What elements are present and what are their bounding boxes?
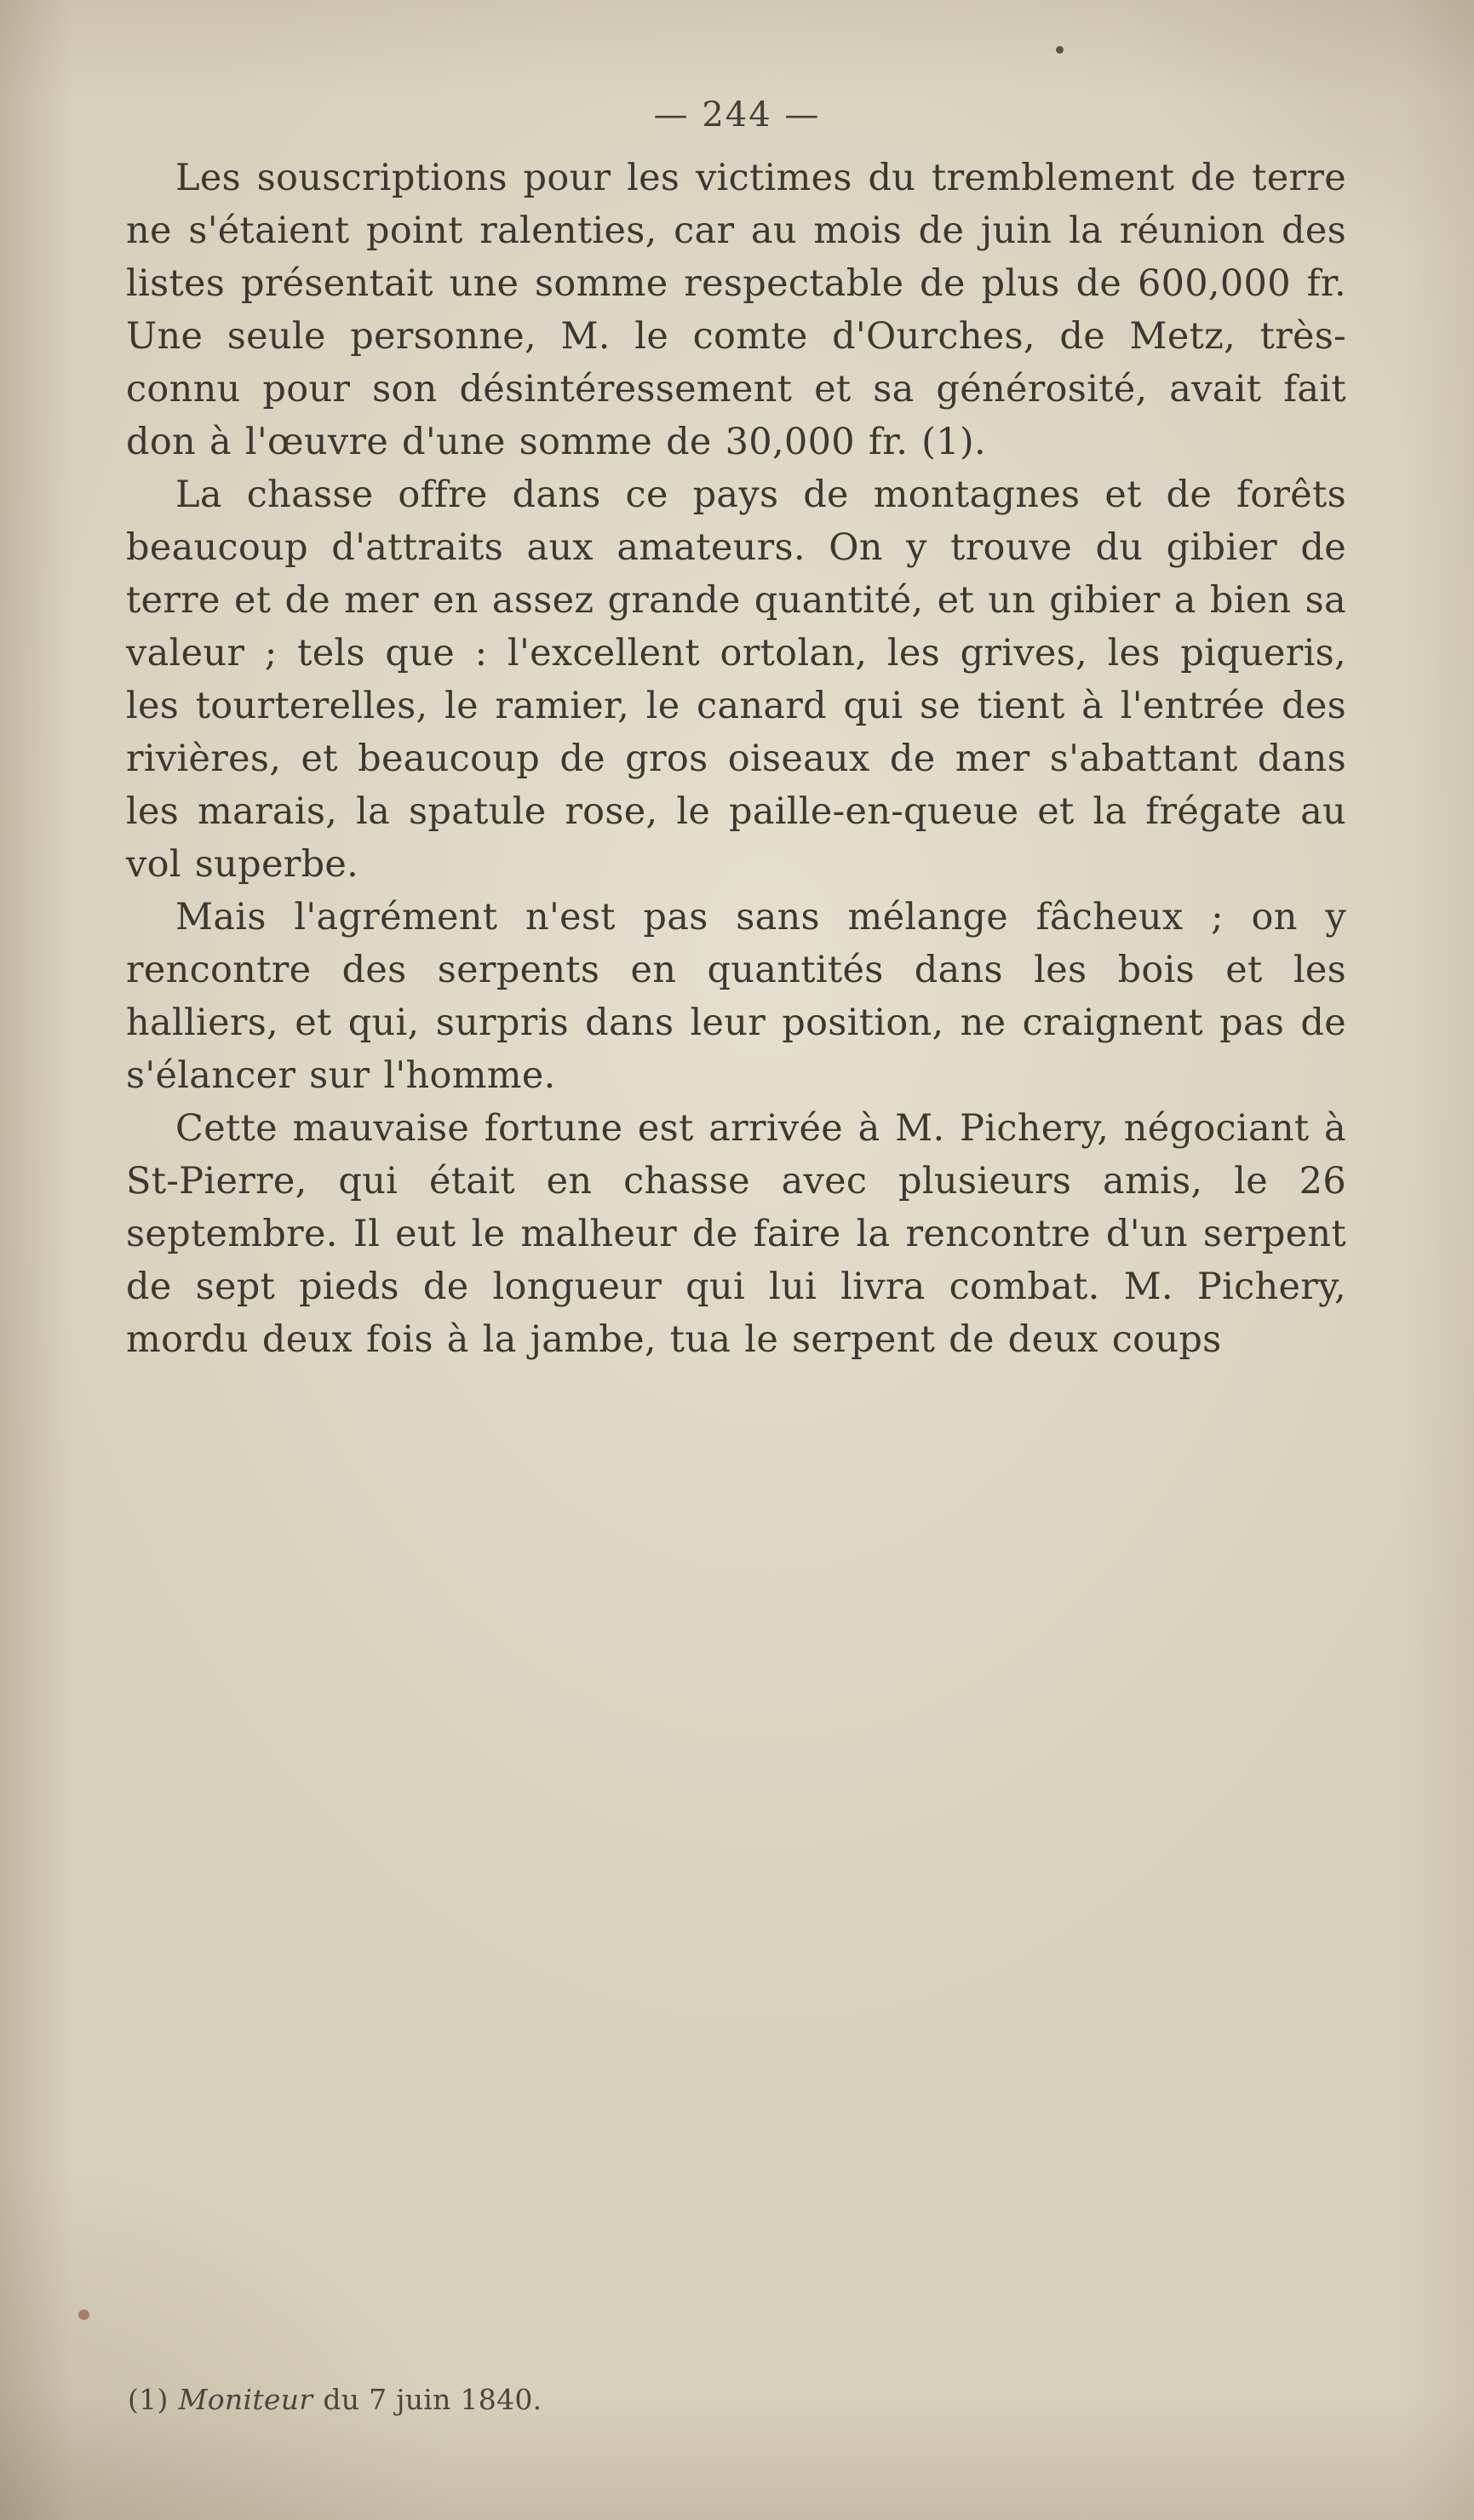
footnote (128, 2383, 542, 2416)
paragraph-subscriptions: Les souscriptions pour les victimes du tremblement de terre ne s'étaient point ralenties, car au mois de juin la réunion des listes présentait une somme respectable de plus de 600,000 fr. Une seule personne, M. le comte d'Ourches, de Metz, très-connu pour son désintéressement et sa générosité, avait fait don à l'œuvre d'une somme de 30,000 fr. (1). (126, 157, 1346, 463)
scan-speck (78, 2310, 89, 2320)
footnote-text: du 7 juin 1840. (323, 2383, 542, 2416)
text-block (126, 152, 1346, 1366)
paragraph-hunting: La chasse offre dans ce pays de montagnes et de forêts beaucoup d'attraits aux amateurs. On y trouve du gibier de terre et de mer en assez grande quantité, et un gibier a bien sa valeur ; tels que : l'excellent ortolan, les grives, les piqueris, les tourterelles, le ramier, le canard qui se tient à l'entrée des rivières, et beaucoup de gros oiseaux de mer s'abattant dans les marais, la spatule rose, le paille-en-queue et la frégate au vol superbe. (126, 474, 1346, 886)
scan-speck (1056, 46, 1064, 54)
paragraph-pichery: Cette mauvaise fortune est arrivée à M. Pichery, négociant à St-Pierre, qui était en chasse avec plusieurs amis, le 26 septembre. Il eut le malheur de faire la rencontre d'un serpent de sept pieds de longueur qui lui livra combat. M. Pichery, mordu deux fois à la jambe, tua le serpent de deux coups (126, 1107, 1346, 1361)
footnote-work-title: Moniteur (178, 2383, 313, 2416)
footnote-marker: (1) (128, 2383, 169, 2416)
page-number: — 244 — (653, 95, 821, 135)
paragraph-serpents: Mais l'agrément n'est pas sans mélange fâcheux ; on y rencontre des serpents en quantités dans les bois et les halliers, et qui, surpris dans leur position, ne craignent pas de s'élancer sur l'homme. (126, 896, 1346, 1097)
